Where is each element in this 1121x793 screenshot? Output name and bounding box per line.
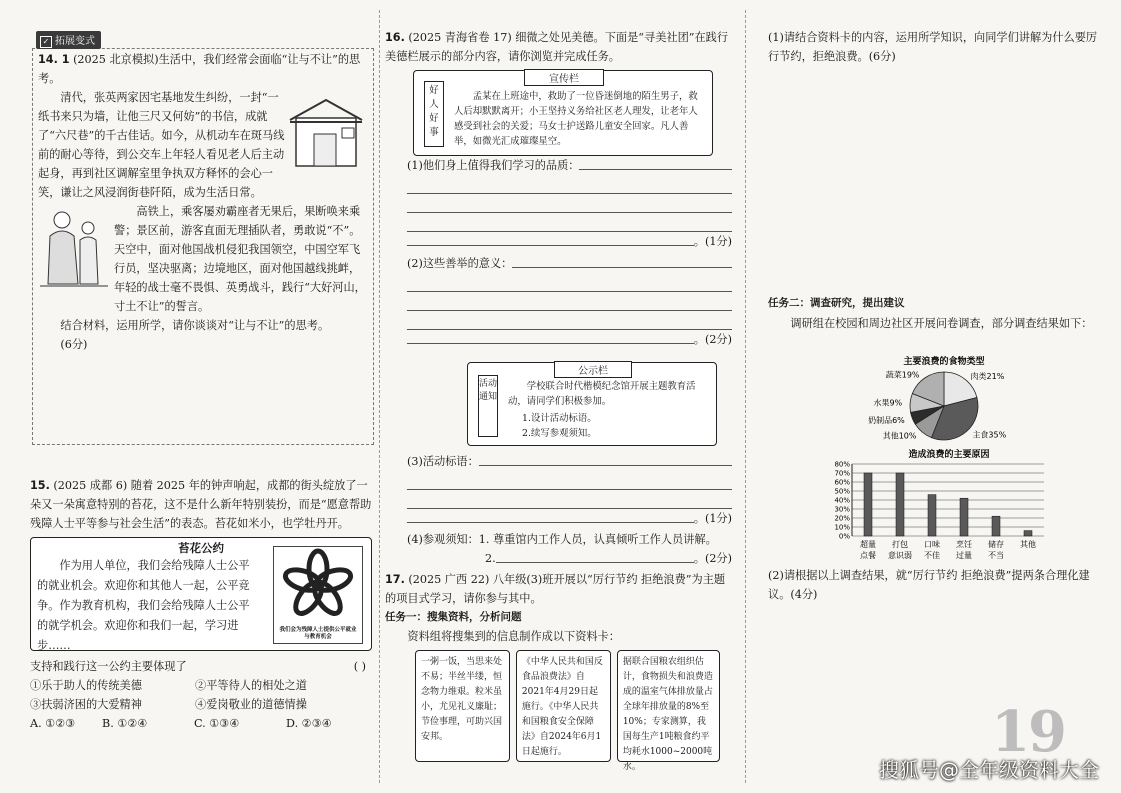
- choice-b[interactable]: B. ①②④: [102, 717, 148, 730]
- bar-2: [928, 495, 936, 536]
- y-tick-label: 20%: [834, 514, 850, 523]
- y-tick-label: 50%: [834, 487, 850, 496]
- question-14: [38, 50, 368, 354]
- x-tick-label: 储存: [988, 540, 1004, 549]
- y-tick-label: 70%: [834, 469, 850, 478]
- score: (6分): [60, 338, 88, 351]
- question-source: (2025 北京模拟): [73, 53, 159, 66]
- options-row-1: [30, 676, 372, 695]
- x-tick-label: 过量: [956, 551, 972, 560]
- column-divider: [745, 10, 746, 783]
- task-1-desc: 资料组将搜集到的信息制作成以下资料卡：: [407, 630, 620, 643]
- question-number: 16.: [385, 31, 405, 44]
- watermark: 搜狐号@全年级资料大全: [879, 758, 1099, 782]
- answer-line[interactable]: [496, 562, 694, 563]
- answer-lines[interactable]: [407, 175, 732, 232]
- sub-question-17-2: (2)请根据以上调查结果，就“厉行节约 拒绝浪费”提两条合理化建议。(4分): [768, 569, 1090, 601]
- question-17: [385, 570, 733, 646]
- bar-5: [1024, 531, 1032, 536]
- choice-c[interactable]: C. ①③④: [194, 717, 240, 730]
- choice-a[interactable]: A. ①②③: [30, 717, 76, 730]
- x-tick-label: 其他: [1020, 540, 1036, 549]
- y-tick-label: 40%: [834, 496, 850, 505]
- item-number: 2.: [485, 552, 496, 565]
- bar-4: [992, 516, 1000, 536]
- question-15: [30, 476, 372, 733]
- passage-paragraph-1: 清代，张英两家因宅基地发生纠纷，一封“一纸书来只为墙，让他三尺又何妨”的书信，成就了“六尺巷”的千古佳话。如今，从机动车在斑马线前的耐心等待，到公交车上年轻人看见老人后主动起身，再到社区调解室里争执双方释怀的会心一笑，谦让之风浸润街巷阡陌，成为生活日常。: [38, 91, 285, 199]
- answer-line[interactable]: [512, 267, 732, 268]
- question-16-intro: [385, 28, 733, 66]
- checkmark-icon: ✓: [40, 36, 52, 48]
- question-lead: 生活中，我们经常会面临“让与不让”的思考。: [38, 53, 361, 85]
- option-2: ②平等待人的相处之道: [195, 679, 307, 692]
- choice-d[interactable]: D. ②③④: [286, 717, 332, 730]
- column-middle: [385, 0, 735, 793]
- six-feet-alley-illustration: [286, 90, 366, 170]
- option-3: ③扶弱济困的大爱精神: [30, 698, 142, 711]
- question-text: (2025 广西 22) 八年级(3)班开展以“厉行节约 拒绝浪费”为主题的项目式学习，请你参与其中。: [385, 573, 726, 605]
- bar-1: [896, 473, 904, 536]
- options-row-2: [30, 695, 372, 714]
- info-card-1: [415, 650, 510, 762]
- pie-chart: [844, 352, 1044, 446]
- score: 。(2分): [693, 552, 732, 565]
- info-card-2: [516, 650, 611, 762]
- score: 。(2分): [693, 333, 732, 346]
- x-tick-label: 打包: [892, 540, 908, 549]
- y-tick-label: 0%: [838, 532, 850, 541]
- answer-blank[interactable]: ( ): [353, 660, 366, 673]
- column-right: [760, 0, 1105, 793]
- question-number: 15.: [30, 479, 50, 492]
- task-2-desc: 调研组在校园和周边社区开展问卷调查，部分调查结果如下：: [790, 317, 1093, 330]
- question-number: 17.: [385, 573, 405, 586]
- option-1: ①乐于助人的传统美德: [30, 679, 142, 692]
- sub-prompt: (3)活动标语：: [407, 455, 479, 468]
- score: 。(1分): [693, 512, 732, 525]
- sub-question-1: [407, 156, 732, 251]
- pie-label-2: 其他10%: [882, 431, 917, 441]
- choices-row: [30, 714, 372, 733]
- answer-line[interactable]: [407, 522, 694, 523]
- board-item-2: 2.续写参观须知。: [522, 428, 597, 439]
- pie-label-4: 水果9%: [873, 398, 903, 408]
- pact-title: 苔花公约: [178, 541, 224, 555]
- passage-paragraph-2: 高铁上，乘客屡劝霸座者无果后，果断唤来乘警；景区前，游客直面无理插队者，勇敢说“不”。天空中，面对他国战机侵犯我国领空，中国空军飞行员，坚决驱离；边境地区，面对他国越线挑衅，年轻的战士毫不畏惧、英勇战斗，践行“大好河山，寸土不让”的誓言。: [114, 205, 366, 313]
- answer-area[interactable]: [768, 70, 1098, 290]
- y-tick-label: 80%: [834, 460, 850, 469]
- board-text: 孟某在上班途中，救助了一位昏迷倒地的陌生男子，救人后却默默离开；小王坚持义务给社区老人理发，让老年人感受到社会的关爱；马女士护送路儿童安全回家。凡人善举，如微光汇成璀璨星空。: [454, 91, 698, 147]
- sub-prompt: (4)参观须知：1. 尊重馆内工作人员，认真倾听工作人员讲解。: [407, 533, 717, 546]
- x-tick-label: 意识弱: [888, 551, 912, 560]
- sub-question-3: [407, 452, 732, 528]
- x-tick-label: 口味: [924, 540, 940, 549]
- option-4: ④爱岗敬业的道德情操: [195, 698, 307, 711]
- board-title: 宣传栏: [524, 69, 604, 86]
- flower-icon: [274, 547, 362, 623]
- board-title: 公示栏: [554, 361, 632, 378]
- pie-label-0: 肉类21%: [970, 371, 1005, 381]
- notice-board: [467, 362, 717, 446]
- pie-label-1: 主食35%: [972, 430, 1007, 440]
- pact-card: [30, 537, 372, 651]
- card-text: 一粥一饭，当思来处不易；半丝半缕，恒念物力维艰。粒米虽小，尤见礼义廉耻；节俭事理，可助兴国安邦。: [421, 657, 503, 742]
- bar-0: [864, 473, 872, 536]
- answer-line[interactable]: [407, 245, 694, 246]
- info-cards: [415, 650, 720, 772]
- y-tick-label: 30%: [834, 505, 850, 514]
- logo-caption: 我们会为残障人士提供公平就业与教育机会: [279, 627, 357, 640]
- answer-line[interactable]: [579, 169, 732, 170]
- moss-flower-logo: [273, 546, 363, 644]
- board-text: 学校联合时代楷模纪念馆开展主题教育活动，请同学们积极参加。: [508, 381, 696, 407]
- page-number: 19: [991, 699, 1065, 765]
- task-2-title: 任务二：调查研究，提出建议: [768, 297, 905, 309]
- x-tick-label: 不当: [988, 551, 1004, 560]
- answer-line[interactable]: [479, 465, 732, 466]
- task-1-title: 任务一：搜集资料，分析问题: [385, 611, 522, 623]
- sub-prompt: (2)这些善举的意义：: [407, 257, 513, 270]
- pie-label-5: 蔬菜19%: [885, 370, 920, 380]
- sub-question-4: [407, 530, 732, 568]
- question-prompt: 结合材料，运用所学，请你谈谈对“让与不让”的思考。: [60, 319, 330, 332]
- sub-question-17-1: (1)请结合资料卡的内容，运用所学知识，向同学们讲解为什么要厉行节约，拒绝浪费。(6分): [768, 31, 1098, 63]
- question-number: 14. 1: [38, 53, 70, 66]
- board-side-label: 活动通知: [478, 375, 498, 437]
- question-text: (2025 青海省卷 17) 细微之处见美德。下面是“寻美社团”在践行美德栏展示的部分内容，请你浏览并完成任务。: [385, 31, 729, 63]
- choice-question: 支持和践行这一公约主要体现了: [30, 660, 187, 673]
- card-text: 《中华人民共和国反食品浪费法》自2021年4月29日起施行。《中华人民共和国粮食安全保障法》自2024年6月1日起施行。: [521, 657, 603, 757]
- score: 。(1分): [693, 235, 732, 248]
- people-illustration: [38, 206, 110, 296]
- question-text: (2025 成都 6) 随着 2025 年的钟声响起，成都的街头绽放了一朵又一朵寓意特别的苔花，这不是什么新年特别装扮，而是“愿意帮助残障人士平等参与社会生活”的表态。苔花如米小，也学牡丹开。: [30, 479, 372, 530]
- y-tick-label: 10%: [834, 523, 850, 532]
- card-text: 据联合国粮农组织估计，食物损失和浪费造成的温室气体排放量占全球年排放量的8%至10%；专家测算，我国每生产1吨粮食约平均耗水1000~2000吨水。: [622, 657, 713, 772]
- column-divider: [379, 10, 380, 783]
- section-tag: ✓ 拓展变式: [36, 31, 101, 49]
- bar-3: [960, 498, 968, 536]
- x-tick-label: 点餐: [860, 551, 876, 560]
- pie-title: 主要浪费的食物类型: [903, 357, 985, 367]
- pie-label-3: 奶制品6%: [868, 415, 905, 425]
- answer-lines[interactable]: [407, 273, 732, 330]
- answer-line[interactable]: [407, 343, 694, 344]
- sub-question-2: [407, 254, 732, 349]
- x-tick-label: 烹饪: [956, 540, 972, 549]
- answer-lines[interactable]: [407, 471, 732, 509]
- publicity-board: [413, 70, 713, 156]
- bar-title: 造成浪费的主要原因: [908, 450, 990, 460]
- bar-chart: [824, 448, 1054, 566]
- column-left: [30, 0, 375, 793]
- board-item-1: 1.设计活动标语。: [522, 413, 597, 424]
- y-tick-label: 60%: [834, 478, 850, 487]
- x-tick-label: 不佳: [924, 551, 940, 560]
- x-tick-label: 超量: [860, 540, 876, 549]
- info-card-3: [617, 650, 720, 772]
- sub-prompt: (1)他们身上值得我们学习的品质：: [407, 159, 580, 172]
- pact-text: 作为用人单位，我们会给残障人士公平的就业机会。欢迎你和其他人一起，公平竞争。作为教育机构，我们会给残障人士公平的就学机会。欢迎你和我们一起，学习进步……: [37, 559, 250, 652]
- board-side-label: 好人好事: [424, 81, 444, 147]
